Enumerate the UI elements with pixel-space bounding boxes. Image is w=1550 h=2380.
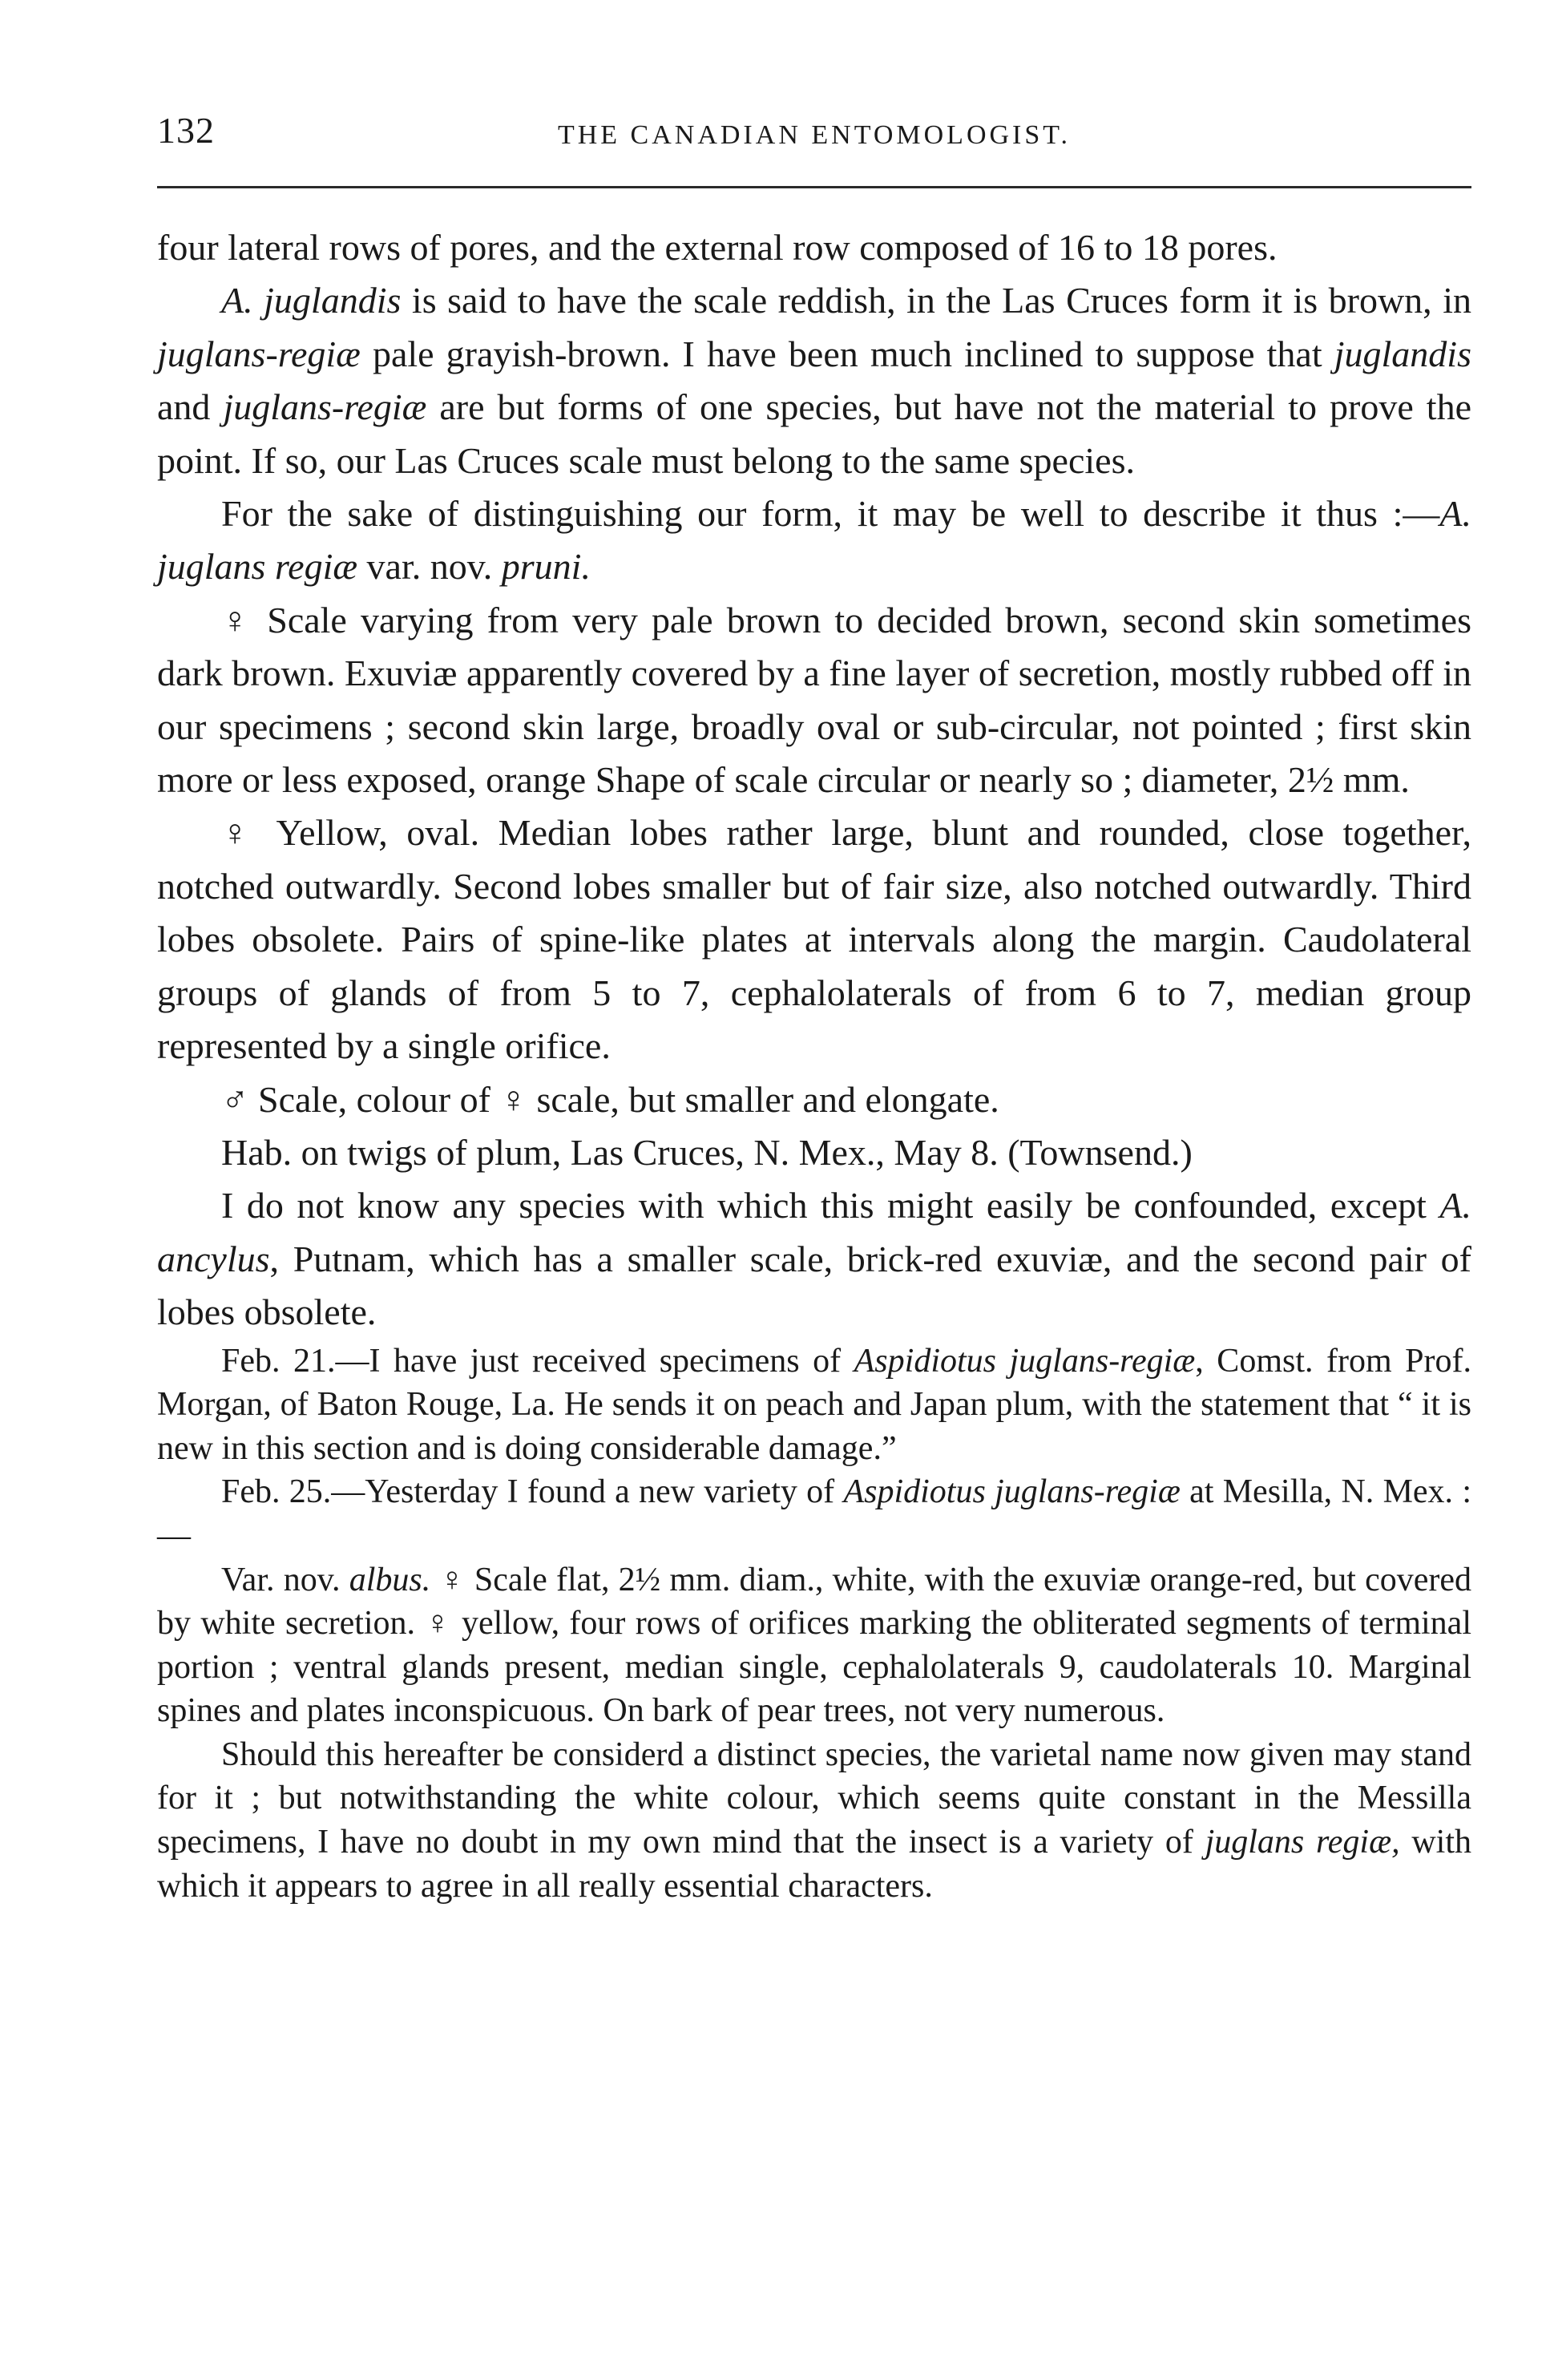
paragraph-6: ♂ Scale, colour of ♀ scale, but smaller and elongate. <box>221 1078 999 1120</box>
paragraph-12 <box>157 1733 1471 1908</box>
paragraph-text: ♀ Scale flat, 2½ mm. diam., white, with the exuviæ orange-red, but covered by white secretion. ♀ yellow, four rows of orifices marking the obliterated segments of terminal portion ; ventral glands present, median single, cephalolaterals 9, caudolaterals 10. Marginal spines and plates inconspicuous. On bark of pear trees, not very numerous. <box>157 1561 1471 1730</box>
variety-name: albus. <box>349 1561 431 1598</box>
paragraph-2 <box>157 274 1471 487</box>
page-number: 132 <box>157 110 215 151</box>
species-name: juglandis <box>1334 333 1471 374</box>
species-name: A. juglandis <box>221 280 402 321</box>
article-body <box>157 221 1471 1908</box>
species-name: juglans-regiæ <box>157 333 361 374</box>
paragraph-10 <box>157 1470 1471 1558</box>
species-name: juglans regiæ, <box>1205 1824 1400 1861</box>
paragraph-1: four lateral rows of pores, and the external row composed of 16 to 18 pores. <box>157 227 1278 268</box>
species-name: juglans-regiæ <box>223 386 427 428</box>
species-name: A. ancylus <box>157 1185 1471 1279</box>
species-name: Aspidiotus juglans-regiæ <box>843 1473 1181 1511</box>
paragraph-text: pale grayish-brown. I have been much inclined to suppose that <box>360 333 1334 374</box>
paragraph-text: , Comst. from Prof. Morgan, of Baton Rouge, La. He sends it on peach and Japan plum, with the statement that “ it is new in this section and is doing considerable damage.” <box>157 1342 1471 1467</box>
header-rule <box>157 186 1471 188</box>
paragraph-text: I do not know any species with which this might easily be confounded, except <box>221 1185 1440 1226</box>
species-name: Aspidiotus juglans-regiæ <box>854 1342 1196 1380</box>
running-title: THE CANADIAN ENTOMOLOGIST. <box>557 120 1072 150</box>
paragraph-text: For the sake of distinguishing our form, it may be well to describe it thus :— <box>221 493 1440 535</box>
paragraph-text: Should this hereafter be considerd a distinct species, the varietal name now given may stand for it ; but notwithstanding the white colour, which seems quite constant in the Messilla specimens, I have no doubt in my own mind that the insect is a variety of <box>157 1736 1471 1861</box>
paragraph-text: and <box>157 386 224 428</box>
paragraph-text: with which it appears to agree in all really essential characters. <box>157 1824 1472 1905</box>
species-name: A. juglans regiæ <box>157 493 1471 588</box>
paragraph-text: Feb. 21.—I have just received specimens of <box>221 1342 854 1380</box>
variety-name: pruni. <box>501 546 591 588</box>
paragraph-text: are but forms of one species, but have not the material to prove the point. If so, our Las Cruces scale must belong to the same species. <box>157 386 1471 481</box>
section-upper <box>157 221 1471 1340</box>
paragraph-8 <box>157 1179 1471 1339</box>
paragraph-text: var. nov. <box>357 546 502 588</box>
paragraph-3 <box>157 487 1471 594</box>
paragraph-text: , Putnam, which has a smaller scale, brick-red exuviæ, and the second pair of lobes obsolete. <box>157 1238 1471 1333</box>
paragraph-11 <box>157 1558 1471 1733</box>
paragraph-4: ♀ Scale varying from very pale brown to decided brown, second skin sometimes dark brown. Exuviæ apparently covered by a fine layer of secretion, mostly rubbed off in our specimens ; second skin large, broadly oval or sub-circular, not pointed ; first skin more or less exposed, orange Shape of scale circular or nearly so ; diameter, 2½ mm. <box>157 599 1471 801</box>
paragraph-text: is said to have the scale reddish, in the Las Cruces form it is brown, in <box>401 280 1471 321</box>
paragraph-5: ♀ Yellow, oval. Median lobes rather large, blunt and rounded, close together, notched outwardly. Second lobes smaller but of fair size, also notched outwardly. Third lobes obsolete. Pairs of spine-like plates at intervals along the margin. Caudolateral groups of glands of from 5 to 7, cephalolaterals of from 6 to 7, median group represented by a single orifice. <box>157 812 1471 1067</box>
paragraph-9 <box>157 1340 1471 1471</box>
paragraph-text: Feb. 25.—Yesterday I found a new variety of <box>221 1473 844 1511</box>
paragraph-text: at Mesilla, N. Mex. :— <box>157 1473 1471 1554</box>
page-header <box>157 109 1471 165</box>
paragraph-text: Var. nov. <box>221 1561 349 1598</box>
section-lower <box>157 1340 1471 1909</box>
paragraph-7: Hab. on twigs of plum, Las Cruces, N. Mex., May 8. (Townsend.) <box>221 1131 1193 1173</box>
